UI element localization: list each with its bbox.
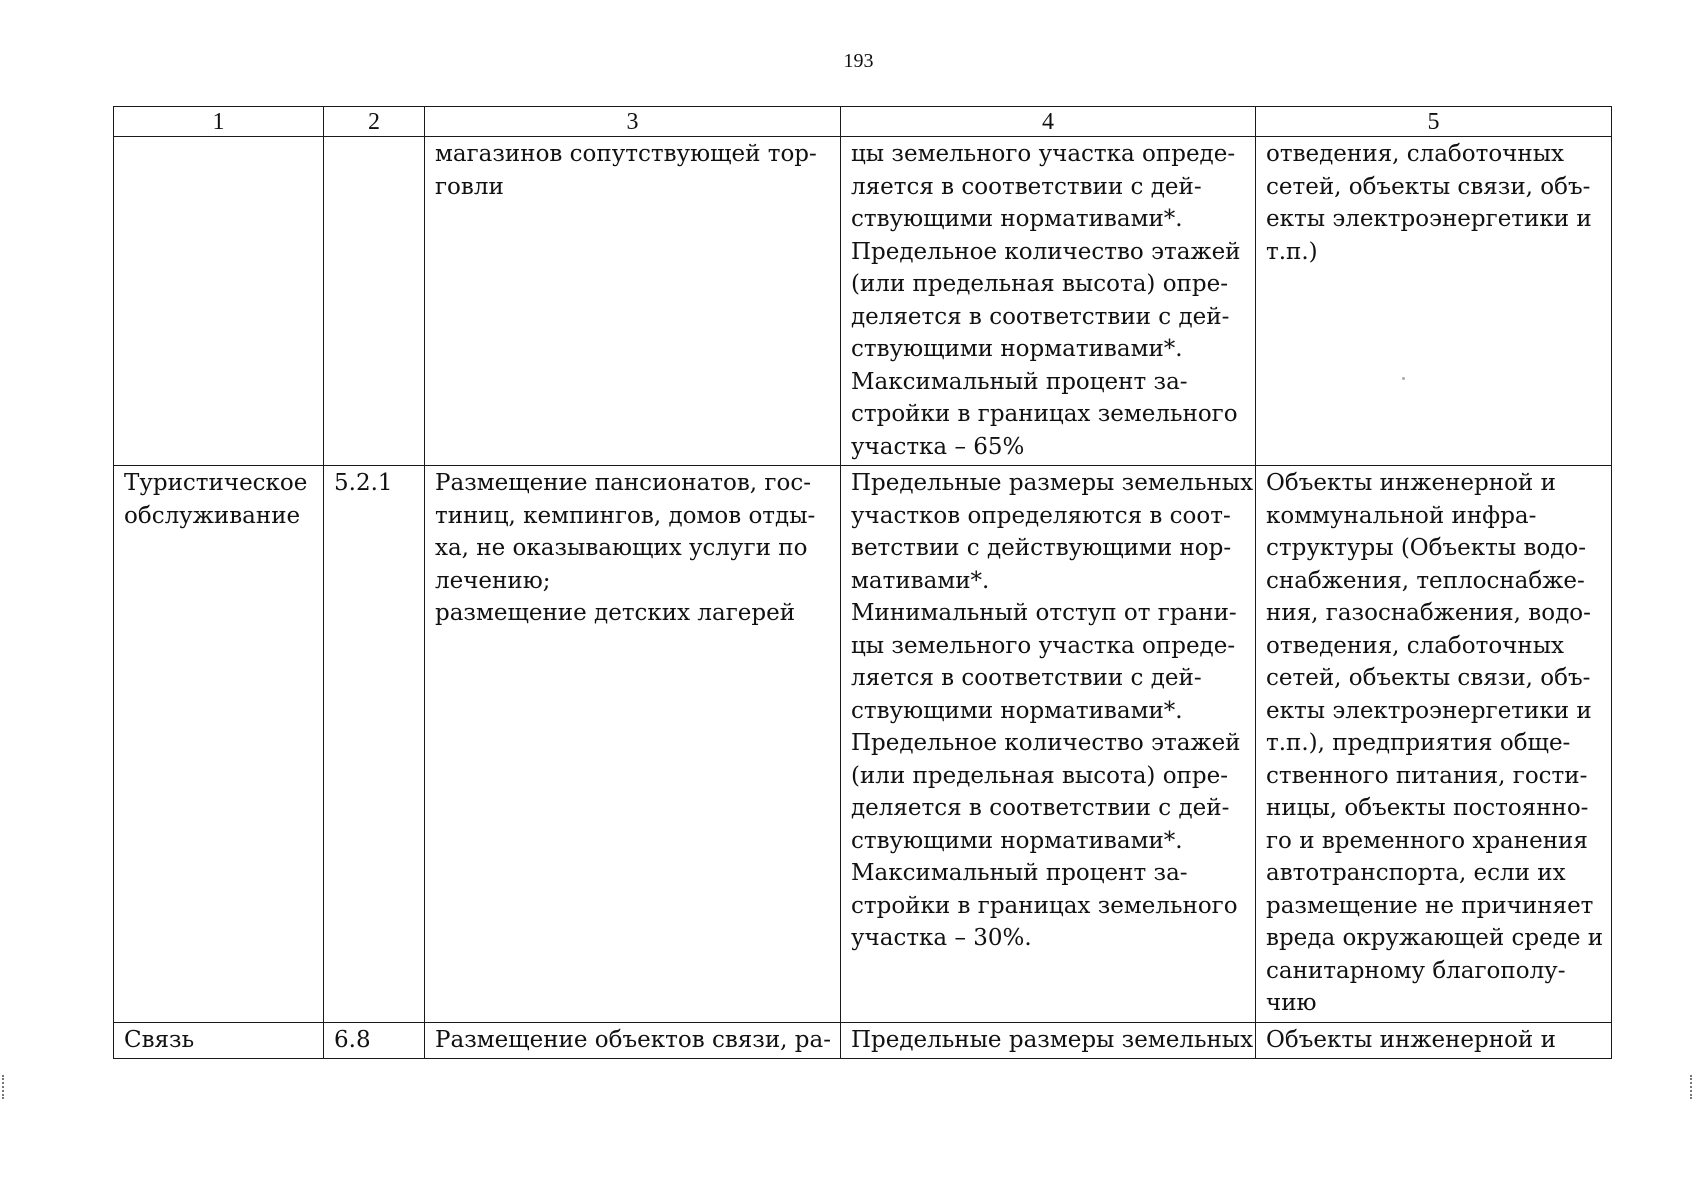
text-line: обслуживание bbox=[124, 502, 301, 529]
cell-auxiliary-uses bbox=[1256, 137, 1612, 466]
column-header-3: 3 bbox=[425, 107, 841, 137]
text-line: участка – 30%. bbox=[851, 925, 1032, 951]
text-line: деляется в соответствии с дей- bbox=[851, 303, 1230, 330]
text-line: ствующими нормативами*. bbox=[851, 336, 1183, 362]
text-line: структуры (Объекты водо- bbox=[1266, 535, 1587, 561]
text-line: размещение не причиняет bbox=[1266, 892, 1594, 919]
text-line: магазинов сопутствующей тор- bbox=[435, 141, 817, 167]
text-line: ха, не оказывающих услуги по bbox=[435, 535, 808, 561]
text-line: отведения, слаботочных bbox=[1266, 632, 1564, 659]
text-line: Туристическое bbox=[124, 470, 308, 496]
text-line: автотранспорта, если их bbox=[1266, 860, 1566, 886]
text-line: размещение детских лагерей bbox=[435, 600, 796, 626]
cell-use-description bbox=[425, 466, 841, 1023]
text-line: цы земельного участка опреде- bbox=[851, 141, 1236, 167]
text-line: ляется в соответствии с дей- bbox=[851, 173, 1202, 200]
cell-parameters bbox=[841, 137, 1256, 466]
cell-use-code: 5.2.1 bbox=[324, 466, 425, 1023]
cell-use-code bbox=[324, 137, 425, 466]
column-header-4: 4 bbox=[841, 107, 1256, 137]
text-line: говли bbox=[435, 173, 504, 200]
column-header-5: 5 bbox=[1256, 107, 1612, 137]
text-line: екты электроэнергетики и bbox=[1266, 697, 1592, 724]
column-header-2: 2 bbox=[324, 107, 425, 137]
text-line: сетей, объекты связи, объ- bbox=[1266, 665, 1591, 691]
text-line: Предельные размеры земельных bbox=[851, 470, 1254, 496]
text-line: вреда окружающей среде и bbox=[1266, 925, 1604, 951]
scan-speck bbox=[1402, 377, 1405, 380]
text-line: ветствии с действующими нор- bbox=[851, 535, 1232, 561]
text-line: ницы, объекты постоянно- bbox=[1266, 795, 1589, 821]
text-line: Объекты инженерной и bbox=[1266, 470, 1556, 496]
cell-auxiliary-uses bbox=[1256, 1022, 1612, 1059]
text-line: Связь bbox=[124, 1026, 195, 1053]
text-line: т.п.) bbox=[1266, 238, 1318, 265]
text-line: снабжения, теплоснабже- bbox=[1266, 567, 1585, 594]
text-line: сетей, объекты связи, объ- bbox=[1266, 173, 1591, 200]
text-line: (или предельная высота) опре- bbox=[851, 271, 1228, 297]
text-line: чию bbox=[1266, 990, 1317, 1016]
text-line: ния, газоснабжения, водо- bbox=[1266, 600, 1591, 626]
table-header-row bbox=[114, 107, 1612, 137]
table-row bbox=[114, 1022, 1612, 1059]
table-row bbox=[114, 466, 1612, 1023]
text-line: Предельное количество этажей bbox=[851, 238, 1241, 265]
text-line: ственного питания, гости- bbox=[1266, 762, 1588, 789]
text-line: Объекты инженерной и bbox=[1266, 1026, 1556, 1053]
text-line: Предельные размеры земельных bbox=[851, 1026, 1254, 1053]
cell-use-description bbox=[425, 137, 841, 466]
text-line: тиниц, кемпингов, домов отды- bbox=[435, 502, 816, 529]
text-line: стройки в границах земельного bbox=[851, 401, 1238, 427]
cell-use-name bbox=[114, 466, 324, 1023]
text-line: Максимальный процент за- bbox=[851, 860, 1188, 886]
right-margin-mark bbox=[1690, 1075, 1694, 1099]
text-line: участков определяются в соот- bbox=[851, 502, 1231, 529]
column-header-1: 1 bbox=[114, 107, 324, 137]
cell-parameters bbox=[841, 1022, 1256, 1059]
text-line: лечению; bbox=[435, 567, 551, 594]
text-line: участка – 65% bbox=[851, 433, 1025, 460]
text-line: отведения, слаботочных bbox=[1266, 141, 1564, 167]
text-line: ствующими нормативами*. bbox=[851, 697, 1183, 724]
cell-use-code: 6.8 bbox=[324, 1022, 425, 1059]
text-line: т.п.), предприятия обще- bbox=[1266, 730, 1571, 756]
cell-auxiliary-uses bbox=[1256, 466, 1612, 1023]
cell-parameters bbox=[841, 466, 1256, 1023]
text-line: стройки в границах земельного bbox=[851, 892, 1238, 919]
text-line: Размещение пансионатов, гос- bbox=[435, 470, 811, 496]
text-line: (или предельная высота) опре- bbox=[851, 762, 1228, 789]
page-number: 193 bbox=[843, 50, 874, 72]
cell-use-name bbox=[114, 137, 324, 466]
text-line: Предельное количество этажей bbox=[851, 730, 1241, 756]
cell-use-name bbox=[114, 1022, 324, 1059]
text-line: цы земельного участка опреде- bbox=[851, 632, 1236, 659]
text-line: санитарному благополу- bbox=[1266, 957, 1566, 984]
text-line: екты электроэнергетики и bbox=[1266, 206, 1592, 232]
text-line: ствующими нормативами*. bbox=[851, 827, 1183, 854]
text-line: ствующими нормативами*. bbox=[851, 206, 1183, 232]
left-margin-mark bbox=[2, 1075, 6, 1099]
text-line: мативами*. bbox=[851, 567, 990, 594]
text-line: Максимальный процент за- bbox=[851, 368, 1188, 395]
zoning-table bbox=[113, 106, 1612, 1059]
text-line: ляется в соответствии с дей- bbox=[851, 665, 1202, 691]
cell-use-description bbox=[425, 1022, 841, 1059]
text-line: коммунальной инфра- bbox=[1266, 502, 1537, 529]
text-line: деляется в соответствии с дей- bbox=[851, 795, 1230, 821]
table-row bbox=[114, 137, 1612, 466]
text-line: Минимальный отступ от грани- bbox=[851, 600, 1237, 626]
text-line: Размещение объектов связи, ра- bbox=[435, 1026, 831, 1053]
text-line: го и временного хранения bbox=[1266, 827, 1588, 854]
